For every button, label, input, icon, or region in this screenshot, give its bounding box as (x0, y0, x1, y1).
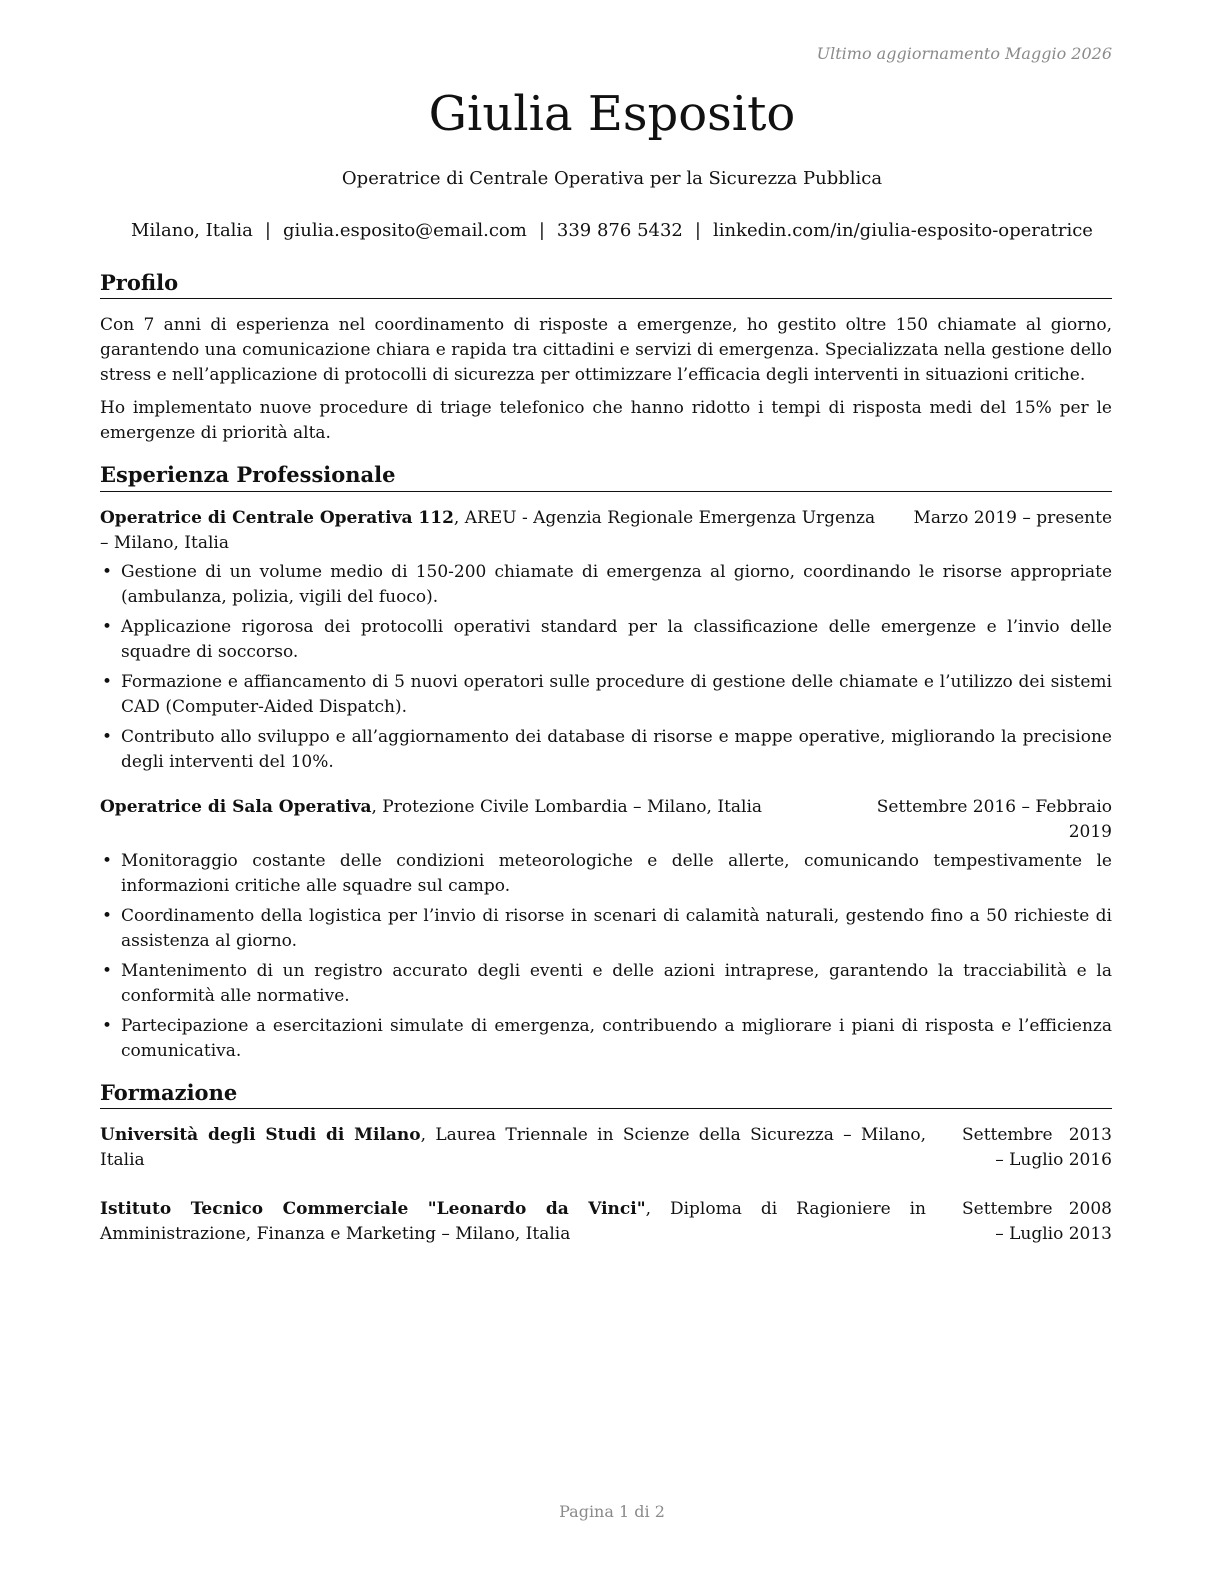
contact-location: Milano, Italia (131, 220, 253, 241)
job-header (100, 506, 1112, 556)
experience-section (100, 462, 1112, 1063)
education-school: Università degli Studi di Milano (100, 1124, 421, 1145)
education-school: Istituto Tecnico Commerciale "Leonardo da Vinci" (100, 1198, 646, 1219)
contact-separator: | (538, 220, 545, 241)
last-updated-note: Ultimo aggiornamento Maggio 2026 (816, 44, 1112, 63)
job-role: Operatrice di Sala Operativa (100, 796, 372, 817)
candidate-name: Giulia Esposito (428, 86, 796, 142)
job-entry (100, 795, 1112, 1064)
list-item-text: Formazione e affiancamento di 5 nuovi operatori sulle procedure di gestione delle chiamate e l’utilizzo dei sistemi CAD (Computer-Aided Dispatch). (121, 671, 1112, 717)
profile-paragraph: Ho implementato nuove procedure di triage telefonico che hanno ridotto i tempi di risposta medi del 15% per le emergenze di priorità alta. (100, 398, 1112, 444)
bullet-icon: • (102, 671, 113, 692)
education-degree: , Laurea Triennale in Scienze della Sicurezza – Milano, Italia (100, 1124, 926, 1170)
contact-separator: | (694, 220, 701, 241)
list-item (100, 904, 1112, 954)
job-title-line (100, 795, 872, 845)
job-organization: , Protezione Civile Lombardia – Milano, Italia (371, 796, 763, 817)
list-item-text: Mantenimento di un registro accurato degli eventi e delle azioni intraprese, garantendo la tracciabilità e la conformità alle normative. (121, 960, 1112, 1006)
education-title-line (100, 1123, 962, 1173)
resume-body (100, 270, 1112, 1271)
education-title-line (100, 1197, 962, 1247)
profile-section (100, 270, 1112, 446)
education-degree: , Diploma di Ragioniere in Amministrazione, Finanza e Marketing – Milano, Italia (100, 1198, 926, 1244)
job-header (100, 795, 1112, 845)
list-item-text: Monitoraggio costante delle condizioni meteorologiche e delle allerte, comunicando tempestivamente le informazioni critiche alle squadre sul campo. (121, 850, 1112, 896)
contact-line (0, 220, 1224, 241)
job-entry (100, 506, 1112, 775)
contact-phone: 339 876 5432 (556, 220, 683, 241)
education-entry (100, 1123, 1112, 1173)
profile-paragraph: Con 7 anni di esperienza nel coordinamento di risposte a emergenze, ho gestito oltre 150 chiamate al giorno, garantendo una comunicazione chiara e rapida tra cittadini e servizi di emergenza. Specializzata nella gestione dello stress e nell’applicazione di protocolli di sicurezza per ottimizzare l’efficacia degli interventi in situazioni critiche. (100, 315, 1112, 386)
list-item (100, 959, 1112, 1009)
education-header (100, 1123, 1112, 1173)
list-item (100, 560, 1112, 610)
education-heading: Formazione (100, 1080, 1112, 1109)
education-entry (100, 1197, 1112, 1247)
bullet-icon: • (102, 561, 113, 582)
list-item-text: Gestione di un volume medio di 150-200 chiamate di emergenza al giorno, coordinando le risorse appropriate (ambulanza, polizia, vigili del fuoco). (121, 561, 1112, 607)
job-organization: , AREU - Agenzia Regionale Emergenza Urgenza – Milano, Italia (100, 507, 876, 553)
job-title-subtitle: Operatrice di Centrale Operativa per la Sicurezza Pubblica (341, 168, 883, 189)
education-section (100, 1080, 1112, 1247)
bullet-icon: • (102, 960, 113, 981)
contact-email-link[interactable]: giulia.esposito@email.com (283, 220, 527, 241)
contact-separator: | (264, 220, 271, 241)
job-bullets (100, 849, 1112, 1064)
experience-heading: Esperienza Professionale (100, 462, 1112, 491)
list-item (100, 615, 1112, 665)
bullet-icon: • (102, 616, 113, 637)
list-item-text: Applicazione rigorosa dei protocolli operativi standard per la classificazione delle emergenze e l’invio delle squadre di soccorso. (121, 616, 1112, 662)
contact-linkedin-link[interactable]: linkedin.com/in/giulia-esposito-operatrice (712, 220, 1093, 241)
job-dates: Settembre 2016 – Febbraio 2019 (876, 796, 1112, 842)
bullet-icon: • (102, 850, 113, 871)
page-number: Pagina 1 di 2 (559, 1502, 665, 1521)
list-item-text: Contributo allo sviluppo e all’aggiornamento dei database di risorse e mappe operative, migliorando la precisione degli interventi del 10%. (121, 726, 1112, 772)
education-dates: Settembre 2013 – Luglio 2016 (962, 1124, 1112, 1170)
education-dates: Settembre 2008 – Luglio 2013 (962, 1198, 1112, 1244)
bullet-icon: • (102, 1015, 113, 1036)
list-item (100, 670, 1112, 720)
job-title-line (100, 506, 913, 556)
list-item-text: Coordinamento della logistica per l’invio di risorse in scenari di calamità naturali, gestendo fino a 50 richieste di assistenza al giorno. (121, 905, 1112, 951)
job-bullets (100, 560, 1112, 775)
job-role: Operatrice di Centrale Operativa 112 (100, 507, 454, 528)
profile-heading: Profilo (100, 270, 1112, 299)
list-item (100, 725, 1112, 775)
list-item (100, 1014, 1112, 1064)
job-dates: Marzo 2019 – presente (913, 507, 1112, 528)
list-item (100, 849, 1112, 899)
bullet-icon: • (102, 905, 113, 926)
list-item-text: Partecipazione a esercitazioni simulate di emergenza, contribuendo a migliorare i piani di risposta e l’efficienza comunicativa. (121, 1015, 1112, 1061)
bullet-icon: • (102, 726, 113, 747)
education-header (100, 1197, 1112, 1247)
